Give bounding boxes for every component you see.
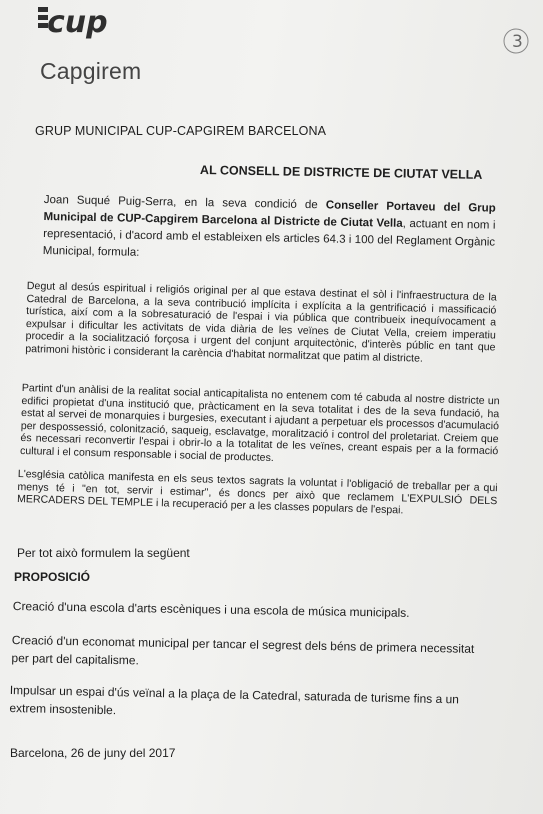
proposal-item-1: Creació d'una escola d'arts escèniques i una escola de música municipals. [12, 598, 410, 620]
intro-part1: , en la seva condició de [173, 196, 326, 212]
cup-logo [38, 4, 148, 44]
paragraph-2: Partint d'un anàlisi de la realitat social anticapitalista no entenem com té cabuda al nostre districte un edifici propietat d'una institució que, pràcticament en la seva totalitat i des de la seva fundació, ha estat al servei de monarquies i burgesies, executant i ajudant a perpetuar els processos d'acumulació per despossessió, colonització, saqueig, esclavatge, moralització i control del proletariat. Creiem que és necessari reconvertir l'espai i obrir-lo a la totalitat de les veïnes, creant espais per a la formació cultural i el consum responsable i social de productes. [19, 382, 500, 464]
proposal-heading: PROPOSICIÓ [14, 570, 91, 584]
intro-name: Joan Suqué Puig-Serra [43, 193, 174, 209]
place-date: Barcelona, 26 de juny del 2017 [10, 746, 176, 760]
intro-role: Conseller Portaveu del Grup Municipal de CUP-Capgirem Barcelona al Districte de Ciutat Vella [43, 199, 496, 230]
group-line: GRUP MUNICIPAL CUP-CAPGIREM BARCELONA [35, 124, 327, 138]
proposal-item-2: Creació d'un economat municipal per tancar el segrest dels béns de primera necessitat per part del capitalisme. [11, 632, 475, 668]
formulate-line: Per tot això formulem la següent [17, 546, 190, 560]
addressee-heading: AL CONSELL DE DISTRICTE DE CIUTAT VELLA [199, 163, 483, 182]
paragraph-3: L'església catòlica manifesta en els seus textos sagrats la voluntat i l'obligació de treballar per a qui menys té i "en tot, servir i estimar", és doncs per això que reclamem L'EXPULSIÓ DELS MERCADERS DEL TEMPLE i la recuperació per a les classes populars de l'espai. [16, 468, 498, 517]
proposal-item-3: Impulsar un espai d'ús veïnal a la plaça de la Catedral, saturada de turisme fins a un extrem insostenible. [9, 682, 460, 718]
page-number: 3 [512, 32, 523, 52]
capgirem-logo-text: Capgirem [40, 58, 142, 84]
paragraph-1: Degut al desús espiritual i religiós original per al que estava destinat el sòl i l'infraestructura de la Catedral de Barcelona, a la seva contribució implícita i explícita a la gentrificació i massificació turística, així com a la sobresaturació de l'espai i via pública que contribueix inequívocament a expulsar i dificultar les activitats de vida diària de les veïnes de Ciutat Vella, creiem imperatiu procedir a la socialització forçosa i urgent del conjunt arquitectònic, d'interès públic en tant que patrimoni històric i considerant la carència d'habitat normalitzat que patim al districte. [25, 280, 497, 365]
intro-part2: , actuant en nom i representació, i d'acord amb el estableixen els articles 64.3 i 100 del Reglament Orgànic Municipal, formula: [42, 217, 496, 259]
svg-text:cup: cup [47, 5, 108, 40]
intro-paragraph [43, 192, 496, 269]
